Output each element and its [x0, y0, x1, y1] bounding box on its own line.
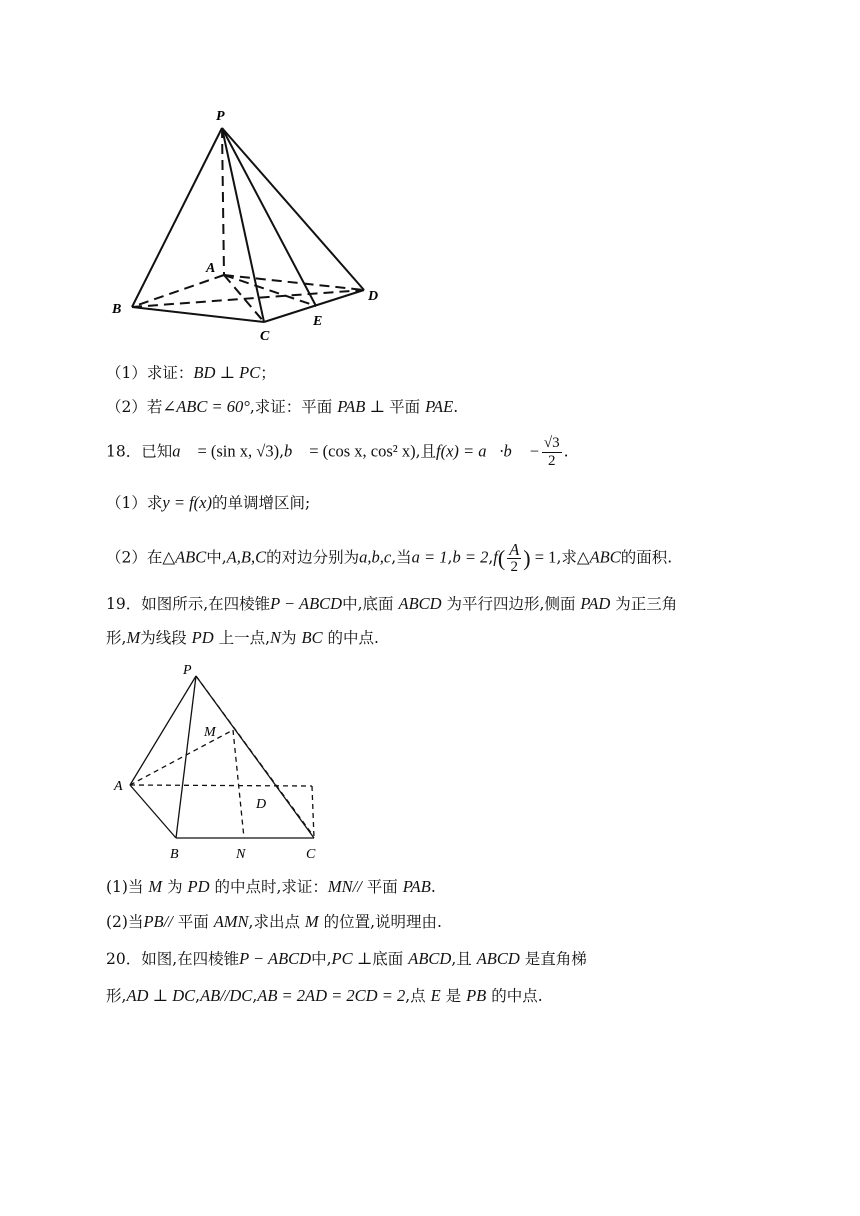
text: 为正三角: [615, 595, 678, 613]
numerator: √3: [543, 435, 560, 451]
text: 平面: [366, 878, 398, 896]
math: △ABC: [162, 547, 207, 567]
math: b = 2: [452, 547, 489, 567]
pyramid-figure-1: [100, 100, 400, 344]
math: △ABC: [576, 547, 621, 567]
text: 底面: [372, 950, 404, 968]
text: 为平行四边形,侧面: [446, 595, 576, 613]
math: MN//: [327, 877, 362, 896]
text: .: [563, 442, 569, 461]
math: a⃗: [172, 441, 194, 461]
edge-PC: [222, 128, 264, 322]
math: A,B,C: [226, 547, 267, 567]
math: BD ⊥ PC: [193, 363, 261, 382]
fraction: [542, 435, 562, 470]
text: ,: [252, 987, 258, 1005]
text: 是: [445, 987, 462, 1005]
text: ,且: [415, 442, 437, 461]
math: M: [304, 912, 319, 931]
label-C: C: [306, 847, 316, 862]
text: 中,: [206, 548, 227, 567]
text: ,当: [391, 548, 412, 567]
text: 形,: [106, 987, 127, 1005]
q20-line2: [106, 985, 543, 1007]
math: a = 1: [411, 547, 448, 567]
text: 的中点时,求证：: [214, 878, 328, 896]
pyramid-figure-2: [100, 662, 340, 862]
text: 为: [167, 878, 183, 896]
text: ,: [488, 548, 494, 567]
math: = 1: [530, 547, 557, 567]
text: 19．如图所示,在四棱锥: [106, 595, 271, 613]
text: 是直角梯: [524, 950, 587, 968]
segment-MN: [233, 730, 244, 838]
math: f(x) = a⃗·b⃗ −: [436, 441, 540, 461]
math: PB//: [143, 912, 173, 931]
math: P − ABCD: [239, 949, 312, 968]
math: AB//DC: [200, 986, 253, 1005]
text: .: [430, 878, 436, 896]
q18-part1: [106, 492, 310, 514]
numerator: A: [509, 540, 520, 559]
text: 为线段: [140, 629, 187, 647]
text: 的对边分别为: [266, 548, 360, 567]
label-D: D: [256, 797, 267, 812]
text: 平面: [177, 913, 209, 931]
math: y = f(x): [162, 493, 212, 512]
paren: ): [523, 545, 531, 571]
label-D: D: [368, 289, 379, 304]
label-A: A: [114, 779, 123, 794]
math: ABCD: [476, 949, 520, 968]
text: 中,: [311, 950, 332, 968]
text: ,求出点: [248, 913, 300, 931]
label-P: P: [183, 663, 192, 678]
text: ,求: [556, 548, 577, 567]
text: 的单调增区间;: [211, 494, 311, 512]
text: ；: [260, 364, 276, 382]
text: ,且: [451, 950, 472, 968]
math: PD: [187, 877, 210, 896]
edge-PB: [176, 676, 196, 838]
math: a,b,c: [359, 547, 392, 567]
text: (2)当: [106, 913, 144, 931]
text: 18．已知: [106, 442, 173, 461]
math: AD ⊥ DC: [126, 986, 196, 1005]
math: b⃗: [284, 441, 306, 461]
paren: (: [497, 545, 506, 571]
math: M: [126, 628, 141, 647]
math: = (sin x, √3): [193, 441, 280, 461]
edge-PD: [222, 128, 364, 290]
label-N: N: [236, 847, 246, 862]
edge-PA: [130, 676, 196, 785]
edge-AD: [130, 785, 312, 786]
text: .: [453, 398, 459, 416]
math: PC ⊥: [331, 949, 373, 968]
edge-AB: [130, 785, 176, 838]
text: 的中点.: [327, 629, 379, 647]
text: （1）求: [106, 494, 163, 512]
text: （1）求证：: [106, 364, 194, 382]
math: = (cos x, cos² x): [305, 441, 416, 461]
label-E: E: [313, 314, 323, 329]
math: N: [270, 628, 282, 647]
edge-DC: [312, 786, 314, 838]
text: ,: [279, 442, 284, 461]
text: 上一点,: [218, 629, 271, 647]
text: ,: [447, 548, 453, 567]
edge-BC: [132, 307, 264, 322]
segment-AM: [130, 730, 233, 785]
q19-part2: [106, 911, 442, 933]
math: ⊥: [365, 397, 390, 416]
q17-part2: [106, 396, 458, 418]
text: 的面积.: [620, 548, 673, 567]
denominator: 2: [510, 559, 518, 575]
math: BC: [301, 628, 323, 647]
math: f: [493, 547, 498, 567]
math: ∠ABC = 60°: [162, 397, 250, 416]
q19-line2: [106, 627, 379, 649]
text: 形,: [106, 629, 127, 647]
q20-line1: [106, 948, 587, 970]
label-A: A: [206, 261, 216, 276]
label-P: P: [216, 109, 225, 124]
text: 20．如图,在四棱锥: [106, 950, 240, 968]
q18-part2: [106, 541, 672, 576]
fraction: [507, 541, 521, 576]
math: PAB: [402, 877, 431, 896]
text: ,求证：平面: [249, 398, 333, 416]
math: PAB: [337, 397, 366, 416]
text: 中,底面: [342, 595, 394, 613]
math: PAE: [425, 397, 454, 416]
text: (1)当: [106, 878, 144, 896]
text: 的位置,说明理由.: [323, 913, 442, 931]
text: 为: [281, 629, 297, 647]
math: PAD: [580, 594, 611, 613]
edge-PA: [222, 128, 224, 275]
label-B: B: [112, 302, 122, 317]
label-B: B: [170, 847, 179, 862]
math: ABCD: [398, 594, 442, 613]
text: 平面: [389, 398, 421, 416]
math: ABCD: [408, 949, 452, 968]
q19-line1: [106, 593, 677, 615]
math: P − ABCD: [270, 594, 343, 613]
math: AMN: [213, 912, 249, 931]
text: 的中点.: [491, 987, 543, 1005]
edge-PE: [222, 128, 316, 306]
math: PD: [191, 628, 214, 647]
text: （2）在: [106, 548, 163, 567]
text: ,: [195, 987, 201, 1005]
text: （2）若: [106, 398, 163, 416]
math: AB = 2AD = 2CD = 2: [257, 986, 406, 1005]
text: ,点: [405, 987, 426, 1005]
math: PB: [466, 986, 487, 1005]
math: E: [430, 986, 441, 1005]
denominator: 2: [547, 453, 556, 469]
q19-part1: [106, 876, 436, 898]
q17-part1: [106, 362, 276, 384]
label-C: C: [260, 329, 270, 344]
math: M: [148, 877, 163, 896]
label-M: M: [204, 725, 216, 740]
q18-intro: [106, 435, 569, 470]
